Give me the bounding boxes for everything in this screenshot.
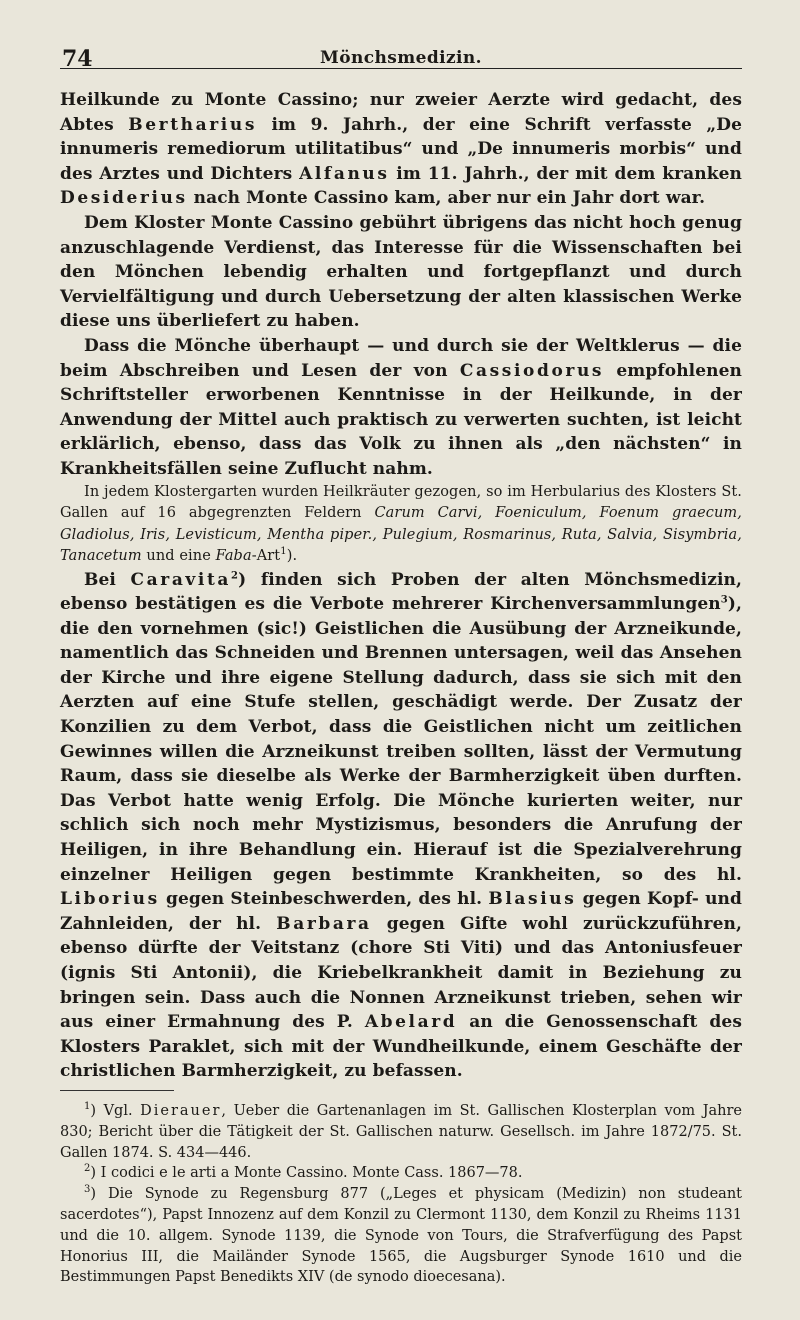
text-run: ) I codici e le arti a Monte Cassino. Monte Cass. 1867—78. bbox=[90, 1165, 523, 1182]
person-name: Alfanus bbox=[299, 163, 390, 184]
text-run: -Art bbox=[251, 548, 281, 564]
footnote-2 bbox=[60, 1163, 742, 1184]
paragraph-3 bbox=[60, 334, 742, 482]
text-run: empfohlenen Schriftsteller erworbenen Kenntnisse in der Heilkunde, in der Anwendung der Mittel auch praktisch zu verwerten suchten, ist leicht erklärlich, ebenso, dass das Volk zu ihnen als „den nächsten“ in Krankheitsfällen seine Zuflucht nahm. bbox=[60, 360, 742, 479]
text-run: In jedem Klostergarten wurden Heilkräuter gezogen, so im Herbularius des Klosters St. Gallen auf 16 abgegrenzten Feldern bbox=[60, 483, 742, 521]
footnote-mark: 3 bbox=[84, 1184, 91, 1196]
text-run: gegen Kopf- und Zahnleiden, der hl. bbox=[60, 889, 742, 934]
paragraph-4-herbs bbox=[60, 482, 742, 568]
text-run: ), die den vornehmen (sic!) Geistlichen die Ausübung der Arzneikunde, namentlich das Schneiden und Brennen untersagen, weil das Ansehen der Kirche und ihre eigene Stellung dadurch, dass sie sich mit den Aerzten auf eine Stufe stellen, geschädigt werde. Der Zusatz der Konzilien zu dem Verbot, dass die Geistlichen nicht um zeitlichen Gewinnes willen die Arzneikunst treiben sollten, lässt der Vermutung Raum, dass sie dieselbe als Werke der Barmherzigkeit üben durften. Das Verbot hatte wenig Erfolg. Die Mönche kurierten weiter, nur schlich sich noch mehr Mystizismus, besonders die Anrufung der Heiligen, in ihre Behandlung ein. Hierauf ist die Spezialverehrung einzelner Heiligen gegen bestimmte Krankheiten, so des hl. bbox=[60, 594, 742, 885]
footnote-ref[interactable]: 1 bbox=[280, 546, 287, 558]
person-name: Caravita bbox=[130, 569, 232, 590]
running-head: Mönchsmedizin. bbox=[320, 48, 482, 68]
footnote-3 bbox=[60, 1184, 742, 1288]
page-number: 74 bbox=[62, 46, 93, 72]
footnotes bbox=[60, 1101, 742, 1288]
text-run: gegen Gifte wohl zurückzuführen, ebenso dürfte der Veitstanz (chore Sti Viti) und das Antoniusfeuer (ignis Sti Antonii), die Kriebelkrankheit damit in Beziehung zu bringen sein. Dass auch die Nonnen Arzneikunst trieben, sehen wir aus einer Ermahnung des P. bbox=[60, 913, 742, 1033]
person-name: Bertharius bbox=[128, 114, 257, 135]
text-run: Bei bbox=[84, 569, 131, 590]
footnote-mark: 2 bbox=[84, 1163, 91, 1175]
person-name: Dierauer bbox=[140, 1102, 222, 1119]
person-name: Cassiodorus bbox=[459, 360, 605, 381]
footnote-ref[interactable]: 3 bbox=[720, 594, 728, 606]
person-name: Liborius bbox=[60, 889, 160, 910]
text-run: Heilkunde zu Monte Cassino; nur zweier Aerzte wird gedacht, des Abtes bbox=[60, 90, 742, 135]
page-header bbox=[60, 40, 742, 72]
text-run: im 9. Jahrh., der eine Schrift verfasste „De innumeris remediorum utilitatibus“ und „De innumeris morbis“ und des Arztes und Dichters bbox=[60, 114, 742, 184]
footnote-divider bbox=[60, 1090, 174, 1091]
person-name: Abelard bbox=[364, 1012, 458, 1033]
paragraph-1 bbox=[60, 88, 742, 211]
text-run: ) finden sich Proben der alten Mönchsmedizin, ebenso bestätigen es die Verbote mehrerer Kirchenversammlungen bbox=[60, 569, 742, 615]
page-body bbox=[60, 88, 742, 1288]
text-run: im 11. Jahrh., der mit dem kranken bbox=[389, 163, 742, 184]
herb-list: Carum Carvi, Foeniculum, Foenum graecum, Gladiolus, Iris, Levisticum, Mentha piper., Pulegium, Rosmarinus, Ruta, Salvia, Sisymbria, Tanacetum bbox=[60, 505, 742, 564]
footnote-1 bbox=[60, 1101, 742, 1163]
paragraph-2: Dem Kloster Monte Cassino gebührt übrigens das nicht hoch genug anzuschlagende Verdienst, das Interesse für die Wissenschaften bei den Mönchen lebendig erhalten und fortgepflanzt und durch Vervielfältigung und durch Uebersetzung der alten klassischen Werke diese uns überliefert zu haben. bbox=[60, 212, 742, 332]
text-run: gegen Steinbeschwerden, des hl. bbox=[159, 889, 489, 910]
text-run: und eine bbox=[141, 548, 216, 564]
text-run: Dass die Mönche überhaupt — und durch sie der Weltklerus — die beim Abschreiben und Lesen der von bbox=[60, 335, 742, 381]
footnote-ref[interactable]: 2 bbox=[231, 569, 239, 581]
text-run: ). bbox=[286, 548, 298, 564]
text-run: ) Die Synode zu Regensburg 877 („Leges et physicam (Medizin) non studeant sacerdotes“), Papst Innozenz auf dem Konzil zu Clermont 1130, dem Konzil zu Rheims 1131 und die 10. allgem. Synode 1139, die Synode von Tours, die Strafverfügung des Papst Honorius III, die Mailänder Synode 1565, die Augsburger Synode 1610 und die Bestimmungen Papst Benedikts XIV (de synodo dioecesana). bbox=[60, 1186, 742, 1286]
paragraph-5 bbox=[60, 568, 742, 1084]
person-name: Blasius bbox=[488, 889, 577, 910]
person-name: Barbara bbox=[276, 913, 372, 934]
herb-name: Faba bbox=[215, 548, 252, 564]
person-name: Desiderius bbox=[60, 188, 188, 209]
text-run: nach Monte Cassino kam, aber nur ein Jahr dort war. bbox=[187, 188, 706, 209]
text-run: an die Genossenschaft des Klosters Paraklet, sich mit der Wundheilkunde, einem Geschäfte der christlichen Barmherzigkeit, zu befassen. bbox=[60, 1012, 742, 1082]
footnote-mark: 1 bbox=[84, 1101, 91, 1113]
text-run: , Ueber die Gartenanlagen im St. Gallischen Klosterplan vom Jahre 830; Bericht über die Tätigkeit der St. Gallischen naturw. Gesellsch. im Jahre 1872/75. St. Gallen 1874. S. 434—446. bbox=[60, 1102, 742, 1161]
text-run: ) Vgl. bbox=[90, 1102, 141, 1119]
